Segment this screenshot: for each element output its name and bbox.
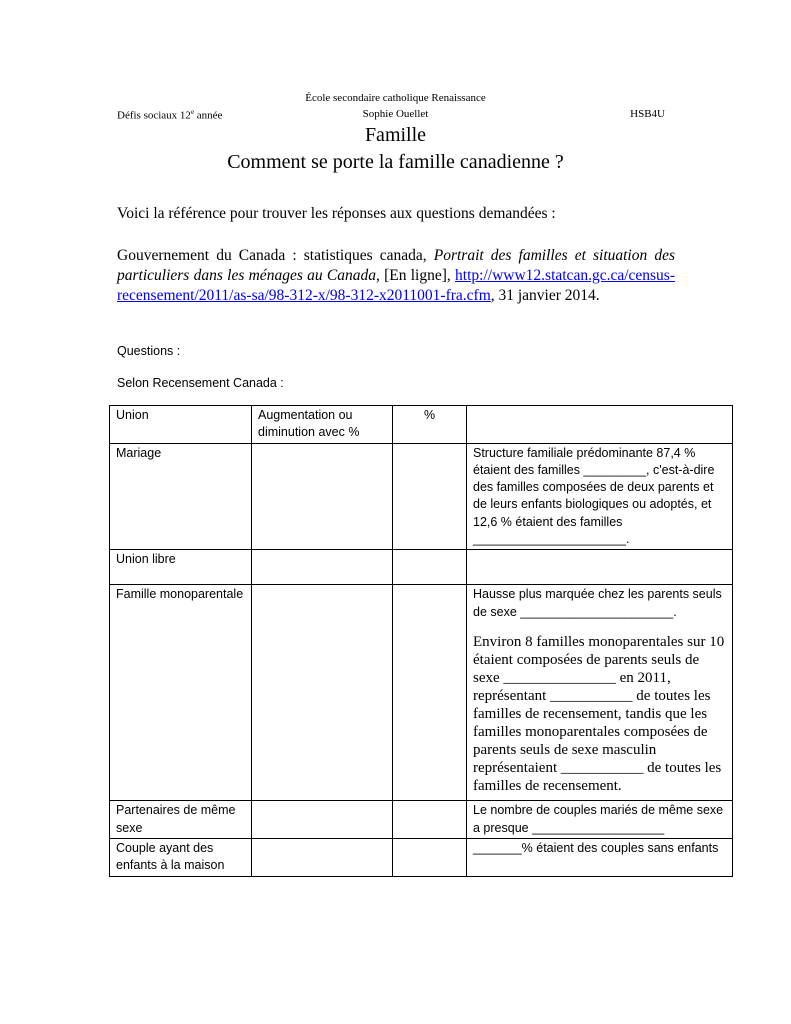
course-code: HSB4U [630,108,665,120]
row-augmentation-cell[interactable] [252,801,393,839]
header-notes [467,406,733,444]
table-row [110,550,733,585]
row-notes-cell [467,585,733,801]
header-union: Union [110,406,252,444]
questions-label: Questions : [117,344,181,358]
row-union: Couple ayant des enfants à la maison [110,838,252,876]
course-superscript: e [190,108,195,116]
row-percent-cell[interactable] [393,801,467,839]
row-percent-cell[interactable] [393,838,467,876]
row-percent-cell[interactable] [393,550,467,585]
table-row [110,443,733,550]
course-label: Défis sociaux 12 [117,109,191,122]
census-label: Selon Recensement Canada : [117,376,284,390]
row-notes: Le nombre de couples mariés de même sexe a presque ___________________ [467,801,733,839]
row-union: Union libre [110,550,252,585]
course-suffix: année [194,109,223,122]
header-percent: % [393,406,467,444]
reference-work-title: Portrait des familles et situation des particuliers dans les ménages au Canada, [117,247,675,284]
row-notes: Structure familiale prédominante 87,4 % étaient des familles _________, c'est-à-dire des familles composées de deux parents et de leurs enfants biologiques ou adoptés, et 12,6 % étaient des familles ______________________. [467,443,733,550]
table-header-row [110,406,733,444]
row-union: Famille monoparentale [110,585,252,801]
page-subtitle: Comment se porte la famille canadienne ? [227,151,564,173]
reference-link[interactable]: http://www12.statcan.gc.ca/census-recensement/2011/as-sa/98-312-x/98-312-x2011001-fra.cfm [117,267,675,304]
reference-date: , 31 janvier 2014. [490,287,600,304]
row-augmentation-cell[interactable] [252,550,393,585]
row-percent-cell[interactable] [393,585,467,801]
row-augmentation-cell[interactable] [252,585,393,801]
header-augmentation: Augmentation ou diminution avec % [252,406,393,444]
table-row [110,801,733,839]
row-notes: Hausse plus marquée chez les parents seuls de sexe ______________________. [473,587,722,619]
row-union: Partenaires de même sexe [110,801,252,839]
row-union: Mariage [110,443,252,550]
teacher-name: Sophie Ouellet [362,108,429,120]
table-row [110,838,733,876]
census-table [109,405,733,877]
row-augmentation-cell[interactable] [252,838,393,876]
intro-text: Voici la référence pour trouver les réponses aux questions demandées : [117,205,556,222]
row-percent-cell[interactable] [393,443,467,550]
row-augmentation-cell[interactable] [252,443,393,550]
reference-prefix: Gouvernement du Canada : statistiques canada, [117,247,434,264]
page-title: Famille [364,124,427,146]
reference-online: [En ligne], [379,267,456,284]
table-row [110,585,733,801]
school-name: École secondaire catholique Renaissance [305,92,486,104]
row-notes: _______% étaient des couples sans enfants [467,838,733,876]
row-notes [467,550,733,585]
reference-paragraph [117,246,675,306]
row-notes-detail: Environ 8 familles monoparentales sur 10 étaient composées de parents seuls de sexe _______________ en 2011, représentant ___________ de toutes les familles de recensement, tandis que les familles monoparentales composées de parents seuls de sexe masculin représentaient ___________ de toutes les familles de recensement. [473,633,725,794]
